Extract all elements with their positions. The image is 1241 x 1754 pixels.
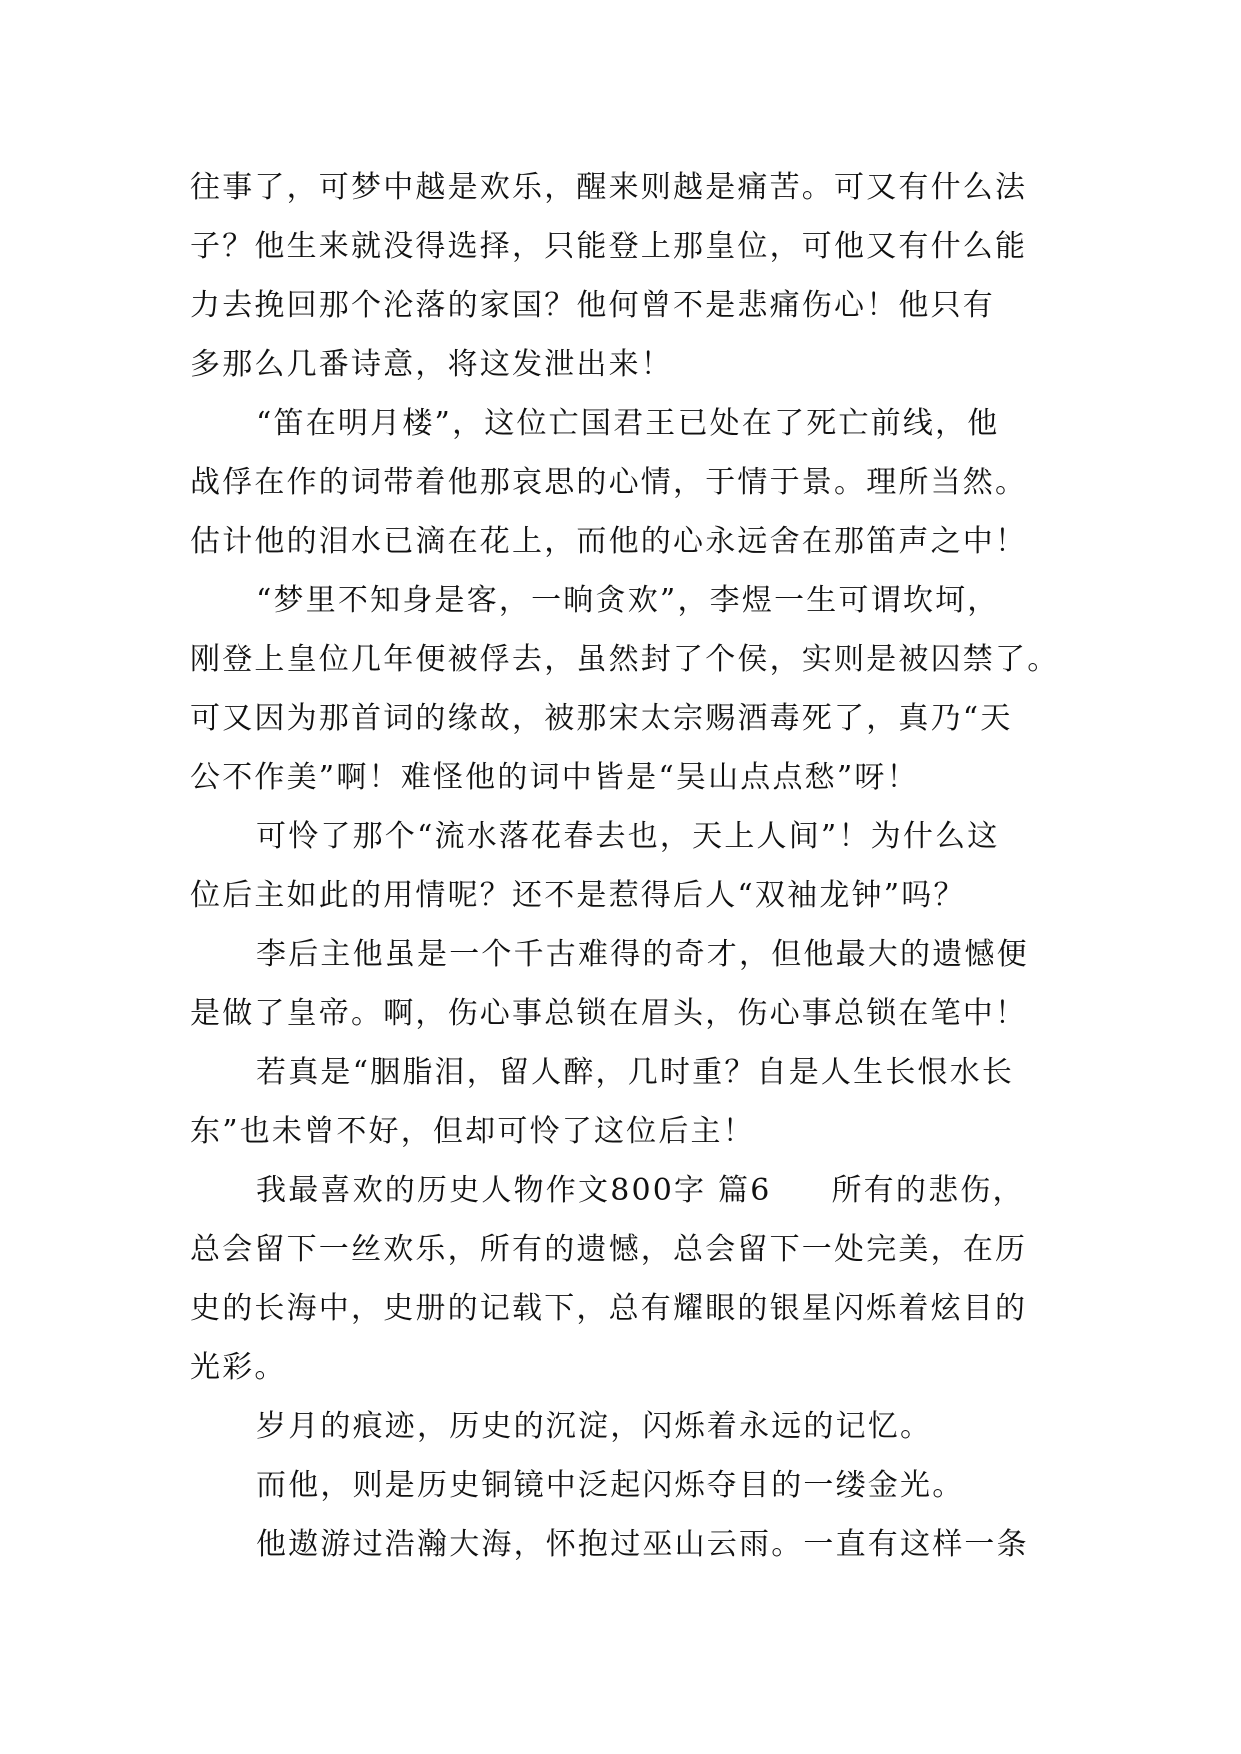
paragraph xyxy=(190,394,1070,571)
document-body xyxy=(190,158,1070,1574)
text-line: 李后主他虽是一个千古难得的奇才，但他最大的遗憾便 xyxy=(256,937,1029,972)
text-line: 东”也未曾不好，但却可怜了这位后主！ xyxy=(190,1114,755,1149)
text-line: 可怜了那个“流水落花春去也，天上人间”！为什么这 xyxy=(256,819,1000,854)
text-line: “笛在明月楼”，这位亡国君王已处在了死亡前线，他 xyxy=(256,406,1000,441)
paragraph xyxy=(190,158,1070,394)
paragraph xyxy=(190,807,1070,925)
text-line: 力去挽回那个沦落的家国？他何曾不是悲痛伤心！他只有 xyxy=(190,288,995,323)
section-title: 我最喜欢的历史人物作文800字 篇6 xyxy=(256,1173,772,1208)
text-line: 岁月的痕迹，历史的沉淀，闪烁着永远的记忆。 xyxy=(256,1409,933,1444)
section-heading-line xyxy=(190,1161,1070,1220)
paragraph xyxy=(190,1397,1070,1456)
text-line: 战俘在作的词带着他那哀思的心情，于情于景。理所当然。 xyxy=(190,465,1028,500)
text-line: 他遨游过浩瀚大海，怀抱过巫山云雨。一直有这样一条 xyxy=(256,1527,1029,1562)
text-line: “梦里不知身是客，一晌贪欢”，李煜一生可谓坎坷， xyxy=(256,583,1000,618)
paragraph xyxy=(190,1043,1070,1161)
text-fragment: 所有的悲伤， xyxy=(831,1173,1025,1208)
text-line: 是做了皇帝。啊，伤心事总锁在眉头，伤心事总锁在笔中！ xyxy=(190,996,1028,1031)
essay-section xyxy=(190,1161,1070,1397)
text-line: 多那么几番诗意，将这发泄出来！ xyxy=(190,347,673,382)
text-line: 总会留下一丝欢乐，所有的遗憾，总会留下一处完美，在历 xyxy=(190,1232,1028,1267)
paragraph xyxy=(190,1456,1070,1515)
text-line: 光彩。 xyxy=(190,1350,287,1385)
text-line: 可又因为那首词的缘故，被那宋太宗赐酒毒死了，真乃“天 xyxy=(190,701,1013,736)
text-line: 位后主如此的用情呢？还不是惹得后人“双袖龙钟”吗？ xyxy=(190,878,966,913)
paragraph xyxy=(190,1515,1070,1574)
text-line: 而他，则是历史铜镜中泛起闪烁夺目的一缕金光。 xyxy=(256,1468,965,1503)
text-line: 若真是“胭脂泪，留人醉，几时重？自是人生长恨水长 xyxy=(256,1055,1015,1090)
text-line: 往事了，可梦中越是欢乐，醒来则越是痛苦。可又有什么法 xyxy=(190,170,1028,205)
text-line: 史的长海中，史册的记载下，总有耀眼的银星闪烁着炫目的 xyxy=(190,1291,1028,1326)
paragraph xyxy=(190,925,1070,1043)
paragraph xyxy=(190,571,1070,807)
text-line: 估计他的泪水已滴在花上，而他的心永远舍在那笛声之中！ xyxy=(190,524,1028,559)
text-line: 刚登上皇位几年便被俘去，虽然封了个侯，实则是被囚禁了。 xyxy=(190,642,1060,677)
text-line: 公不作美”啊！难怪他的词中皆是“吴山点点愁”呀！ xyxy=(190,760,919,795)
text-line: 子？他生来就没得选择，只能登上那皇位，可他又有什么能 xyxy=(190,229,1028,264)
